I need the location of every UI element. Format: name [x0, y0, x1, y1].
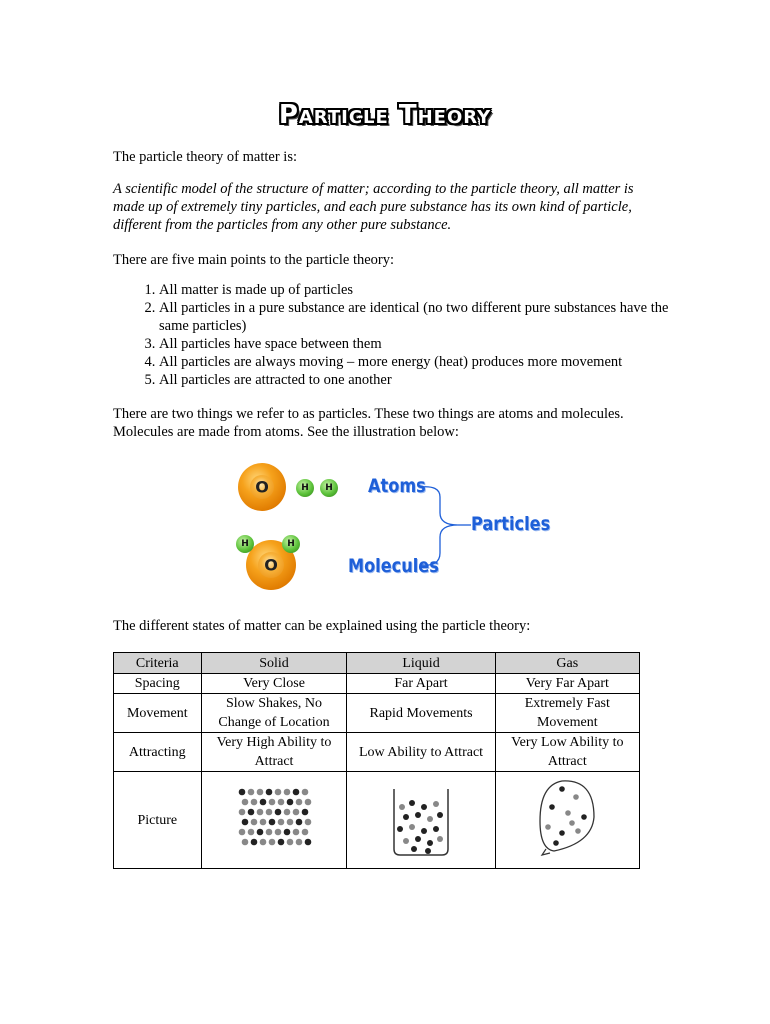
- particle-dot: [296, 819, 303, 826]
- particle-dot: [296, 839, 303, 846]
- particle-dot: [397, 826, 403, 832]
- definition-text: A scientific model of the structure of matter; according to the particle theory, all matter is made up of extremely tiny particles, and each pure substance has its own kind of particle, different from the particles from any other pure substance.: [113, 181, 634, 233]
- particle-dot: [278, 839, 285, 846]
- particle-dot: [305, 819, 312, 826]
- particle-dot: [239, 789, 246, 796]
- points-list: [113, 281, 699, 389]
- table-header-row: [114, 653, 640, 674]
- list-item: 4. All particles are always moving – more energy (heat) produces more movement: [159, 353, 699, 371]
- table-row: [114, 772, 640, 869]
- table-cell: Low Ability to Attract: [347, 733, 495, 772]
- particle-dot: [251, 799, 258, 806]
- particle-dot: [251, 819, 258, 826]
- hydrogen-atom-icon: H: [282, 535, 300, 553]
- particle-dot: [409, 800, 415, 806]
- page-title: Particle Theory: [278, 100, 492, 130]
- table-cell: Attracting: [114, 733, 202, 772]
- particle-dot: [239, 809, 246, 816]
- particle-dot: [287, 839, 294, 846]
- particle-dot: [549, 804, 555, 810]
- particles-label: Particles: [471, 513, 551, 535]
- particle-dot: [421, 828, 427, 834]
- solid-particles-icon: [234, 782, 314, 852]
- particle-dot: [433, 826, 439, 832]
- particle-dot: [278, 819, 285, 826]
- particle-dot: [421, 804, 427, 810]
- table-cell: Picture: [114, 772, 202, 869]
- particle-dot: [437, 836, 443, 842]
- bracket-icon: [418, 483, 473, 573]
- states-table: [113, 652, 640, 869]
- particle-dot: [275, 829, 282, 836]
- particle-dot: [284, 809, 291, 816]
- solid-picture-cell: [201, 772, 347, 869]
- particle-dot: [409, 824, 415, 830]
- particle-dot: [260, 839, 267, 846]
- gas-particles-icon: [532, 777, 602, 857]
- particle-dot: [266, 829, 273, 836]
- particle-dot: [251, 839, 258, 846]
- hydrogen-atom-icon: H: [296, 479, 314, 497]
- table-cell: Very Low Ability to Attract: [495, 733, 639, 772]
- liquid-particles-icon: [386, 777, 456, 857]
- particle-dot: [565, 810, 571, 816]
- gas-picture-cell: [495, 772, 639, 869]
- particles-text: There are two things we refer to as particles. These two things are atoms and molecules. Molecules are made from atoms. See the illustration below:: [113, 406, 624, 440]
- particle-dot: [559, 786, 565, 792]
- particle-dot: [293, 829, 300, 836]
- list-item: 3. All particles have space between them: [159, 335, 699, 353]
- particle-dot: [437, 812, 443, 818]
- points-intro-text: There are five main points to the particle theory:: [113, 252, 395, 268]
- table-cell: Very High Ability to Attract: [201, 733, 347, 772]
- table-cell: Rapid Movements: [347, 694, 495, 733]
- particle-dot: [573, 794, 579, 800]
- particle-dot: [260, 799, 267, 806]
- particle-dot: [269, 819, 276, 826]
- oxygen-atom-icon: O: [238, 463, 286, 511]
- particle-dot: [569, 820, 575, 826]
- particle-dot: [553, 840, 559, 846]
- particle-dot: [287, 799, 294, 806]
- particle-dot: [559, 830, 565, 836]
- particle-dot: [425, 848, 431, 854]
- particle-dot: [293, 809, 300, 816]
- particle-dot: [248, 829, 255, 836]
- particle-dot: [248, 789, 255, 796]
- particle-dot: [269, 799, 276, 806]
- particle-dot: [427, 816, 433, 822]
- particle-dot: [239, 829, 246, 836]
- particle-dot: [399, 804, 405, 810]
- atoms-label: Atoms: [368, 475, 426, 497]
- particle-dot: [575, 828, 581, 834]
- particle-dot: [293, 789, 300, 796]
- table-row: [114, 733, 640, 772]
- particle-dot: [302, 809, 309, 816]
- particle-dot: [266, 809, 273, 816]
- list-item: 1. All matter is made up of particles: [159, 281, 699, 299]
- particle-dot: [287, 819, 294, 826]
- particle-dot: [242, 839, 249, 846]
- particle-dot: [257, 829, 264, 836]
- particle-dot: [411, 846, 417, 852]
- table-cell: Far Apart: [347, 674, 495, 694]
- particle-dot: [260, 819, 267, 826]
- particle-dot: [427, 840, 433, 846]
- particle-dot: [415, 836, 421, 842]
- water-molecule-oxygen-icon: O: [246, 540, 296, 590]
- table-cell: Slow Shakes, No Change of Location: [201, 694, 347, 733]
- particle-dot: [257, 789, 264, 796]
- particle-dot: [266, 789, 273, 796]
- particle-dot: [275, 809, 282, 816]
- particle-dot: [581, 814, 587, 820]
- intro-text: The particle theory of matter is:: [113, 149, 297, 165]
- particle-dot: [305, 799, 312, 806]
- molecules-label: Molecules: [348, 555, 439, 577]
- particle-dot: [296, 799, 303, 806]
- header-cell: Liquid: [347, 653, 495, 674]
- list-item: 2. All particles in a pure substance are identical (no two different pure substances have the same particles): [159, 299, 699, 335]
- table-cell: Extremely Fast Movement: [495, 694, 639, 733]
- particle-dot: [284, 789, 291, 796]
- states-intro-text: The different states of matter can be explained using the particle theory:: [113, 618, 531, 634]
- particle-dot: [284, 829, 291, 836]
- hydrogen-atom-icon: H: [236, 535, 254, 553]
- table-cell: Very Close: [201, 674, 347, 694]
- hydrogen-atom-icon: H: [320, 479, 338, 497]
- particle-dot: [403, 814, 409, 820]
- particle-dot: [305, 839, 312, 846]
- liquid-picture-cell: [347, 772, 495, 869]
- particle-dot: [415, 812, 421, 818]
- particle-dot: [248, 809, 255, 816]
- header-cell: Solid: [201, 653, 347, 674]
- particle-dot: [275, 789, 282, 796]
- particle-dot: [302, 789, 309, 796]
- header-cell: Criteria: [114, 653, 202, 674]
- particle-dot: [257, 809, 264, 816]
- particle-dot: [278, 799, 285, 806]
- atoms-molecules-illustration: [228, 455, 551, 590]
- header-cell: Gas: [495, 653, 639, 674]
- particle-dot: [433, 801, 439, 807]
- particle-dot: [242, 819, 249, 826]
- particle-dot: [242, 799, 249, 806]
- particle-dot: [403, 838, 409, 844]
- table-cell: Very Far Apart: [495, 674, 639, 694]
- table-cell: Movement: [114, 694, 202, 733]
- particle-dot: [302, 829, 309, 836]
- particle-dot: [269, 839, 276, 846]
- table-cell: Spacing: [114, 674, 202, 694]
- table-row: [114, 674, 640, 694]
- particle-dot: [545, 824, 551, 830]
- list-item: 5. All particles are attracted to one another: [159, 371, 699, 389]
- table-row: [114, 694, 640, 733]
